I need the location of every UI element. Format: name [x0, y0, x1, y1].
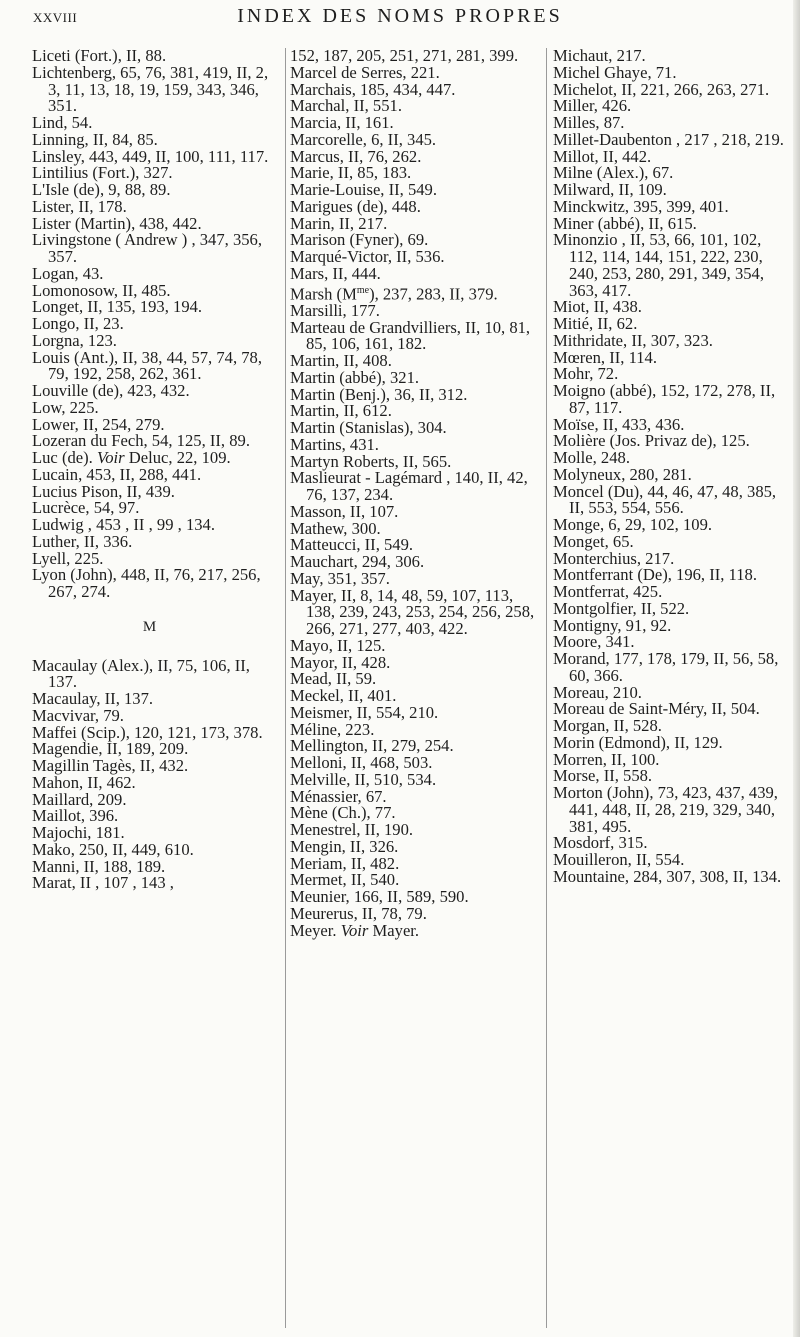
entries-after-section — [32, 655, 278, 893]
index-entry: Macvivar, 79. — [32, 705, 124, 725]
index-entry: Marcia, II, 161. — [290, 113, 394, 132]
index-entry: Lister (Martin), 438, 442. — [32, 213, 202, 233]
entries-before-section — [32, 48, 278, 601]
index-entry: Morton (John), 73, 423, 437, 439, 441, 448, II, 28, 219, 329, 340, 381, 495. — [553, 783, 778, 836]
index-entry: Luc (de). Voir Deluc, 22, 109. — [32, 448, 231, 467]
index-entry: Michel Ghaye, 71. — [553, 62, 677, 82]
index-entry: Menestrel, II, 190. — [290, 820, 414, 840]
index-entry: Linsley, 443, 449, II, 100, 111, 117. — [32, 146, 269, 166]
index-entry: Molle, 248. — [553, 448, 630, 467]
column-rule — [285, 48, 286, 1328]
index-entry: Martins, 431. — [290, 434, 379, 454]
index-entry: Milles, 87. — [553, 113, 625, 132]
index-entry: Marchais, 185, 434, 447. — [290, 79, 456, 99]
index-entry: Manni, II, 188, 189. — [32, 856, 166, 876]
index-entry: Livingstone ( Andrew ) , 347, 356, 357. — [32, 230, 262, 266]
index-entry: Marcel de Serres, 221. — [290, 62, 440, 82]
index-entry: Ludwig , 453 , II , 99 , 134. — [32, 515, 215, 534]
index-entry: Morren, II, 100. — [553, 749, 660, 769]
index-entry: Lomonosow, II, 485. — [32, 280, 171, 300]
index-entry: Moïse, II, 433, 436. — [553, 414, 685, 434]
index-entry: Lind, 54. — [32, 113, 93, 132]
index-entry: Marqué-Victor, II, 536. — [290, 247, 445, 266]
index-entry: Martin, II, 408. — [290, 351, 392, 371]
index-entry: Maffei (Scip.), 120, 121, 173, 378. — [32, 722, 263, 742]
index-entry: Longet, II, 135, 193, 194. — [32, 297, 203, 317]
index-entry: Meyer. Voir Mayer. — [290, 920, 420, 940]
index-entry: Melloni, II, 468, 503. — [290, 753, 433, 773]
index-entry: Molière (Jos. Privaz de), 125. — [553, 431, 750, 451]
index-entry: Mengin, II, 326. — [290, 836, 399, 856]
index-entry: Michelot, II, 221, 266, 263, 271. — [553, 79, 770, 99]
index-entry: Moreau de Saint-Méry, II, 504. — [553, 699, 760, 719]
index-entry: Meunier, 166, II, 589, 590. — [290, 887, 469, 907]
index-entry: Lyell, 225. — [32, 548, 104, 568]
index-entry: Montigny, 91, 92. — [553, 615, 672, 635]
index-entry: Méline, 223. — [290, 719, 375, 739]
page-number: XXVIII — [33, 10, 78, 25]
index-entry: Marin, II, 217. — [290, 213, 388, 233]
index-entry: Liceti (Fort.), II, 88. — [32, 46, 167, 65]
index-entry: Miot, II, 438. — [553, 297, 642, 317]
index-entry: Low, 225. — [32, 397, 99, 417]
index-entry: Lyon (John), 448, II, 76, 217, 256, 267, 274. — [32, 565, 261, 601]
index-entry: Martin (Stanislas), 304. — [290, 418, 447, 438]
index-entry: Lower, II, 254, 279. — [32, 414, 165, 434]
index-entry: Meckel, II, 401. — [290, 686, 397, 706]
column-rule — [546, 48, 547, 1328]
index-entry: Marcorelle, 6, II, 345. — [290, 129, 437, 149]
index-entry: Logan, 43. — [32, 263, 104, 283]
index-column-3 — [553, 48, 793, 886]
index-entry: Lucrèce, 54, 97. — [32, 498, 140, 518]
index-column-2 — [290, 48, 540, 939]
index-entry: Mène (Ch.), 77. — [290, 803, 396, 823]
index-entry: Mœren, II, 114. — [553, 347, 657, 367]
index-entry: Maillot, 396. — [32, 806, 119, 826]
index-entry: Montferrant (De), 196, II, 118. — [553, 565, 757, 585]
index-entry: Lucius Pison, II, 439. — [32, 481, 175, 501]
index-entry: Miner (abbé), II, 615. — [553, 213, 697, 233]
index-entry: Morin (Edmond), II, 129. — [553, 732, 723, 752]
index-entry: Martyn Roberts, II, 565. — [290, 451, 452, 471]
index-entry: Morse, II, 558. — [553, 766, 653, 786]
index-entry: Lichtenberg, 65, 76, 381, 419, II, 2, 3, 11, 13, 18, 19, 159, 343, 346, 351. — [32, 62, 269, 116]
index-entry: Magendie, II, 189, 209. — [32, 739, 189, 759]
index-entry: Louville (de), 423, 432. — [32, 381, 190, 400]
index-entry: Maslieurat - Lagémard , 140, II, 42, 76, 137, 234. — [290, 468, 528, 505]
section-letter: M — [142, 618, 158, 635]
index-entry: Mitié, II, 62. — [553, 314, 638, 333]
index-entry: Marie-Louise, II, 549. — [290, 180, 437, 199]
index-entry: Lintilius (Fort.), 327. — [32, 163, 173, 183]
index-entry: Martin (abbé), 321. — [290, 367, 420, 387]
index-entry: Macaulay (Alex.), II, 75, 106, II, 137. — [32, 655, 250, 692]
index-entry: Lozeran du Fech, 54, 125, II, 89. — [32, 431, 250, 451]
index-entry: Martin, II, 612. — [290, 401, 392, 421]
index-entry: Mountaine, 284, 307, 308, II, 134. — [553, 866, 782, 886]
index-entry: Ménassier, 67. — [290, 786, 387, 806]
running-head: INDEX DES NOMS PROPRES — [237, 5, 563, 27]
index-entry: Magillin Tagès, II, 432. — [32, 756, 189, 775]
index-entry: Morand, 177, 178, 179, II, 56, 58, 60, 366. — [553, 649, 779, 685]
index-entry: Moncel (Du), 44, 46, 47, 48, 385, II, 553, 554, 556. — [553, 481, 777, 518]
index-entry: Mermet, II, 540. — [290, 870, 400, 890]
index-entry: Marison (Fyner), 69. — [290, 230, 429, 250]
index-entry: Masson, II, 107. — [290, 501, 399, 521]
index-column-1 — [32, 48, 278, 892]
index-entry: Marie, II, 85, 183. — [290, 163, 412, 183]
index-entry: Macaulay, II, 137. — [32, 689, 154, 708]
index-entry: Monge, 6, 29, 102, 109. — [553, 515, 713, 534]
index-entry: Linning, II, 84, 85. — [32, 129, 158, 149]
index-entry: Longo, II, 23. — [32, 314, 124, 333]
index-entry: Mathew, 300. — [290, 518, 381, 538]
index-entry: Mars, II, 444. — [290, 263, 381, 283]
index-entry: Monget, 65. — [553, 531, 634, 551]
index-entry: Mead, II, 59. — [290, 669, 377, 689]
index-entry: Montgolfier, II, 522. — [553, 598, 690, 618]
index-entry: Lucain, 453, II, 288, 441. — [32, 464, 202, 484]
index-entry: Lister, II, 178. — [32, 196, 127, 216]
index-entry: Michaut, 217. — [553, 46, 646, 65]
page-edge — [793, 0, 800, 1337]
index-entry: 152, 187, 205, 251, 271, 281, 399. — [290, 46, 519, 65]
index-entry: Moreau, 210. — [553, 682, 642, 702]
index-entry: Mithridate, II, 307, 323. — [553, 330, 713, 350]
index-entry: Mayo, II, 125. — [290, 635, 386, 655]
index-entry: Molyneux, 280, 281. — [553, 464, 692, 484]
index-entry: Luther, II, 336. — [32, 531, 133, 551]
index-entry: Meurerus, II, 78, 79. — [290, 903, 427, 923]
index-entry: Meismer, II, 554, 210. — [290, 702, 439, 722]
index-entry: Mosdorf, 315. — [553, 833, 648, 853]
index-entry: Matteucci, II, 549. — [290, 535, 414, 555]
index-entry: Mayor, II, 428. — [290, 652, 391, 672]
index-entry: Millot, II, 442. — [553, 146, 652, 166]
index-entry: Marsh $(M^{me})$, 237, 283, II, 379. — [290, 284, 498, 304]
index-entry: L'Isle (de), 9, 88, 89. — [32, 180, 171, 199]
index-entry: Montferrat, 425. — [553, 582, 663, 601]
index-entry: Moigno (abbé), 152, 172, 278, II, 87, 117. — [553, 381, 776, 417]
index-entry: Mahon, II, 462. — [32, 772, 136, 792]
index-entry: Mohr, 72. — [553, 364, 619, 384]
index-entry: Miller, 426. — [553, 96, 632, 116]
index-entry: Marcus, II, 76, 262. — [290, 146, 422, 166]
index-entry: Milne (Alex.), 67. — [553, 163, 674, 183]
index-entry: Mauchart, 294, 306. — [290, 552, 425, 572]
index-entry: Millet-Daubenton , 217 , 218, 219. — [553, 129, 784, 149]
index-entry: Mako, 250, II, 449, 610. — [32, 839, 194, 859]
index-entry: Marat, II , 107 , 143 , — [32, 873, 174, 893]
index-entry: Marsilli, 177. — [290, 300, 380, 320]
index-entry: Louis (Ant.), II, 38, 44, 57, 74, 78, 79, 192, 258, 262, 361. — [32, 347, 262, 384]
index-entry: Minckwitz, 395, 399, 401. — [553, 196, 729, 216]
index-entry: Mellington, II, 279, 254. — [290, 736, 454, 756]
index-entry: Maillard, 209. — [32, 789, 127, 809]
index-entry: Minonzio , II, 53, 66, 101, 102, 112, 114, 144, 151, 222, 230, 240, 253, 280, 291, 349, 354, 363, 417. — [553, 230, 764, 300]
index-entry: Martin (Benj.), 36, II, 312. — [290, 384, 468, 404]
index-entry: Moore, 341. — [553, 632, 635, 652]
index-entry: Melville, II, 510, 534. — [290, 769, 437, 789]
index-entry: Majochi, 181. — [32, 823, 125, 842]
index-entry: Marchal, II, 551. — [290, 96, 402, 116]
index-entry: Mouilleron, II, 554. — [553, 850, 685, 869]
index-entry: Marteau de Grandvilliers, II, 10, 81, 85, 106, 161, 182. — [290, 317, 531, 354]
index-entry: Monterchius, 217. — [553, 548, 675, 568]
index-entry: Lorgna, 123. — [32, 330, 117, 350]
index-entry: Mayer, II, 8, 14, 48, 59, 107, 113, 138, 239, 243, 253, 254, 256, 258, 266, 271, 277, 403, 422. — [290, 585, 535, 639]
index-entry: Marigues (de), 448. — [290, 196, 421, 216]
index-entry: May, 351, 357. — [290, 568, 390, 588]
index-entry: Morgan, II, 528. — [553, 716, 662, 735]
index-entry: Milward, II, 109. — [553, 180, 667, 199]
index-entry: Meriam, II, 482. — [290, 853, 400, 873]
